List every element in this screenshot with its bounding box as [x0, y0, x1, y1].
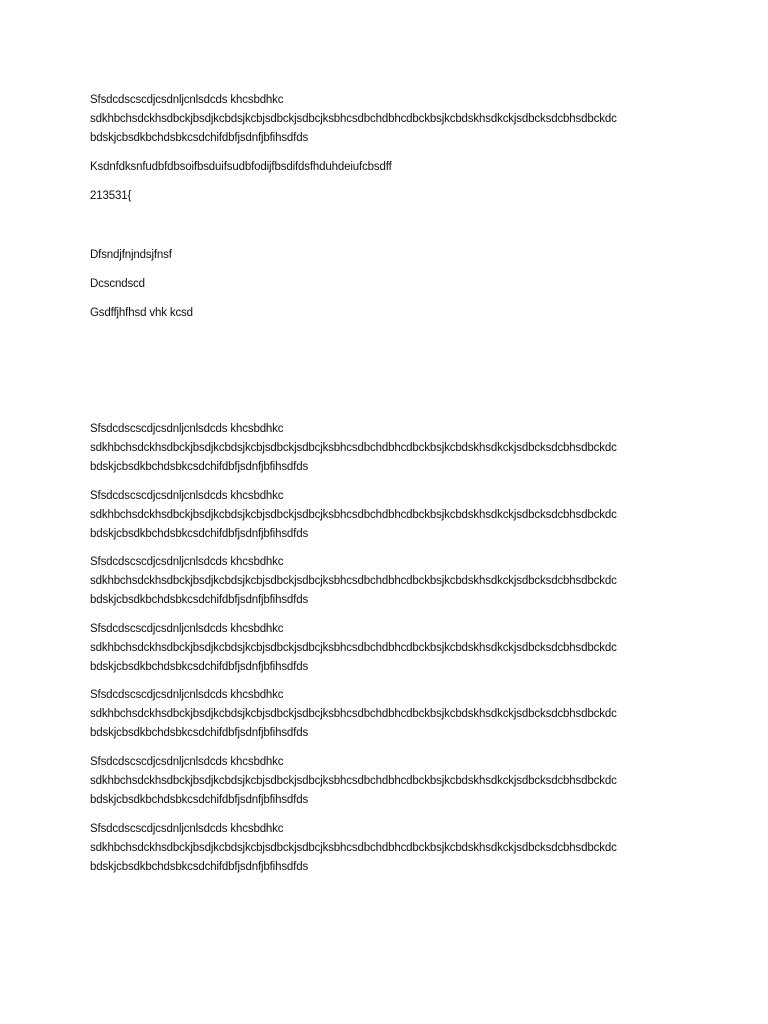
- text-line: Ksdnfdksnfudbfdbsoifbsduifsudbfodijfbsdifdsfhduhdeiufcbsdff: [90, 161, 392, 173]
- paragraph-line: sdkhbchsdckhsdbckjbsdjkcbdsjkcbjsdbckjsdbcjksbhcsdbchdbhcdbckbsjkcbdskhsdkckjsdbcksdcbhsdbckdc: [90, 575, 617, 587]
- paragraph-intro: [90, 91, 730, 148]
- text-line: Dcscndscd: [90, 278, 145, 290]
- repeated-paragraph: [90, 487, 730, 544]
- paragraph-line: sdkhbchsdckhsdbckjbsdjkcbdsjkcbjsdbckjsdbcjksbhcsdbchdbhcdbckbsjkcbdskhsdkckjsdbcksdcbhsdbckdc: [90, 775, 617, 787]
- paragraph-line: Sfsdcdscscdjcsdnljcnlsdcds khcsbdhkc: [90, 490, 284, 502]
- paragraph-line: sdkhbchsdckhsdbckjbsdjkcbdsjkcbjsdbckjsdbcjksbhcsdbchdbhcdbckbsjkcbdskhsdkckjsdbcksdcbhsdbckdc: [90, 842, 617, 854]
- repeated-paragraph: [90, 686, 730, 743]
- text-line: Dfsndjfnjndsjfnsf: [90, 249, 172, 261]
- repeated-paragraph: [90, 620, 730, 677]
- repeated-paragraph: [90, 553, 730, 610]
- text-line: 213531{: [90, 190, 132, 202]
- paragraph-line: bdskjcbsdkbchdsbkcsdchifdbfjsdnfjbfihsdfds: [90, 727, 309, 739]
- paragraph-line: bdskjcbsdkbchdsbkcsdchifdbfjsdnfjbfihsdfds: [90, 661, 309, 673]
- paragraph-line: bdskjcbsdkbchdsbkcsdchifdbfjsdnfjbfihsdfds: [90, 528, 309, 540]
- paragraph-line: bdskjcbsdkbchdsbkcsdchifdbfjsdnfjbfihsdfds: [90, 594, 309, 606]
- paragraph-line: Sfsdcdscscdjcsdnljcnlsdcds khcsbdhkc: [90, 623, 284, 635]
- paragraph-line: sdkhbchsdckhsdbckjbsdjkcbdsjkcbjsdbckjsdbcjksbhcsdbchdbhcdbckbsjkcbdskhsdkckjsdbcksdcbhsdbckdc: [90, 442, 617, 454]
- paragraph-line: sdkhbchsdckhsdbckjbsdjkcbdsjkcbjsdbckjsdbcjksbhcsdbchdbhcdbckbsjkcbdskhsdkckjsdbcksdcbhsdbckdc: [90, 509, 617, 521]
- paragraph-ksdn: [90, 158, 730, 177]
- paragraph-number: [90, 187, 730, 206]
- paragraph-line: Sfsdcdscscdjcsdnljcnlsdcds khcsbdhkc: [90, 556, 284, 568]
- paragraph-line: sdkhbchsdckhsdbckjbsdjkcbdsjkcbjsdbckjsdbcjksbhcsdbchdbhcdbckbsjkcbdskhsdkckjsdbcksdcbhsdbckdc: [90, 708, 617, 720]
- text-line: Gsdffjhfhsd vhk kcsd: [90, 307, 193, 319]
- repeated-paragraph: [90, 420, 730, 477]
- paragraph-dcsc: [90, 275, 730, 294]
- paragraph-line: bdskjcbsdkbchdsbkcsdchifdbfjsdnfjbfihsdfds: [90, 132, 309, 144]
- paragraph-gsdf: [90, 304, 730, 323]
- repeated-paragraph: [90, 820, 730, 877]
- paragraph-line: Sfsdcdscscdjcsdnljcnlsdcds khcsbdhkc: [90, 423, 284, 435]
- paragraph-line: bdskjcbsdkbchdsbkcsdchifdbfjsdnfjbfihsdfds: [90, 794, 309, 806]
- paragraph-dfsn: [90, 246, 730, 265]
- paragraph-line: Sfsdcdscscdjcsdnljcnlsdcds khcsbdhkc: [90, 94, 284, 106]
- paragraph-line: bdskjcbsdkbchdsbkcsdchifdbfjsdnfjbfihsdfds: [90, 861, 309, 873]
- paragraph-line: Sfsdcdscscdjcsdnljcnlsdcds khcsbdhkc: [90, 756, 284, 768]
- paragraph-line: sdkhbchsdckhsdbckjbsdjkcbdsjkcbjsdbckjsdbcjksbhcsdbchdbhcdbckbsjkcbdskhsdkckjsdbcksdcbhsdbckdc: [90, 642, 617, 654]
- paragraph-line: bdskjcbsdkbchdsbkcsdchifdbfjsdnfjbfihsdfds: [90, 461, 309, 473]
- paragraph-line: Sfsdcdscscdjcsdnljcnlsdcds khcsbdhkc: [90, 689, 284, 701]
- paragraph-line: Sfsdcdscscdjcsdnljcnlsdcds khcsbdhkc: [90, 823, 284, 835]
- repeated-paragraph: [90, 753, 730, 810]
- paragraph-line: sdkhbchsdckhsdbckjbsdjkcbdsjkcbjsdbckjsdbcjksbhcsdbchdbhcdbckbsjkcbdskhsdkckjsdbcksdcbhsdbckdc: [90, 113, 617, 125]
